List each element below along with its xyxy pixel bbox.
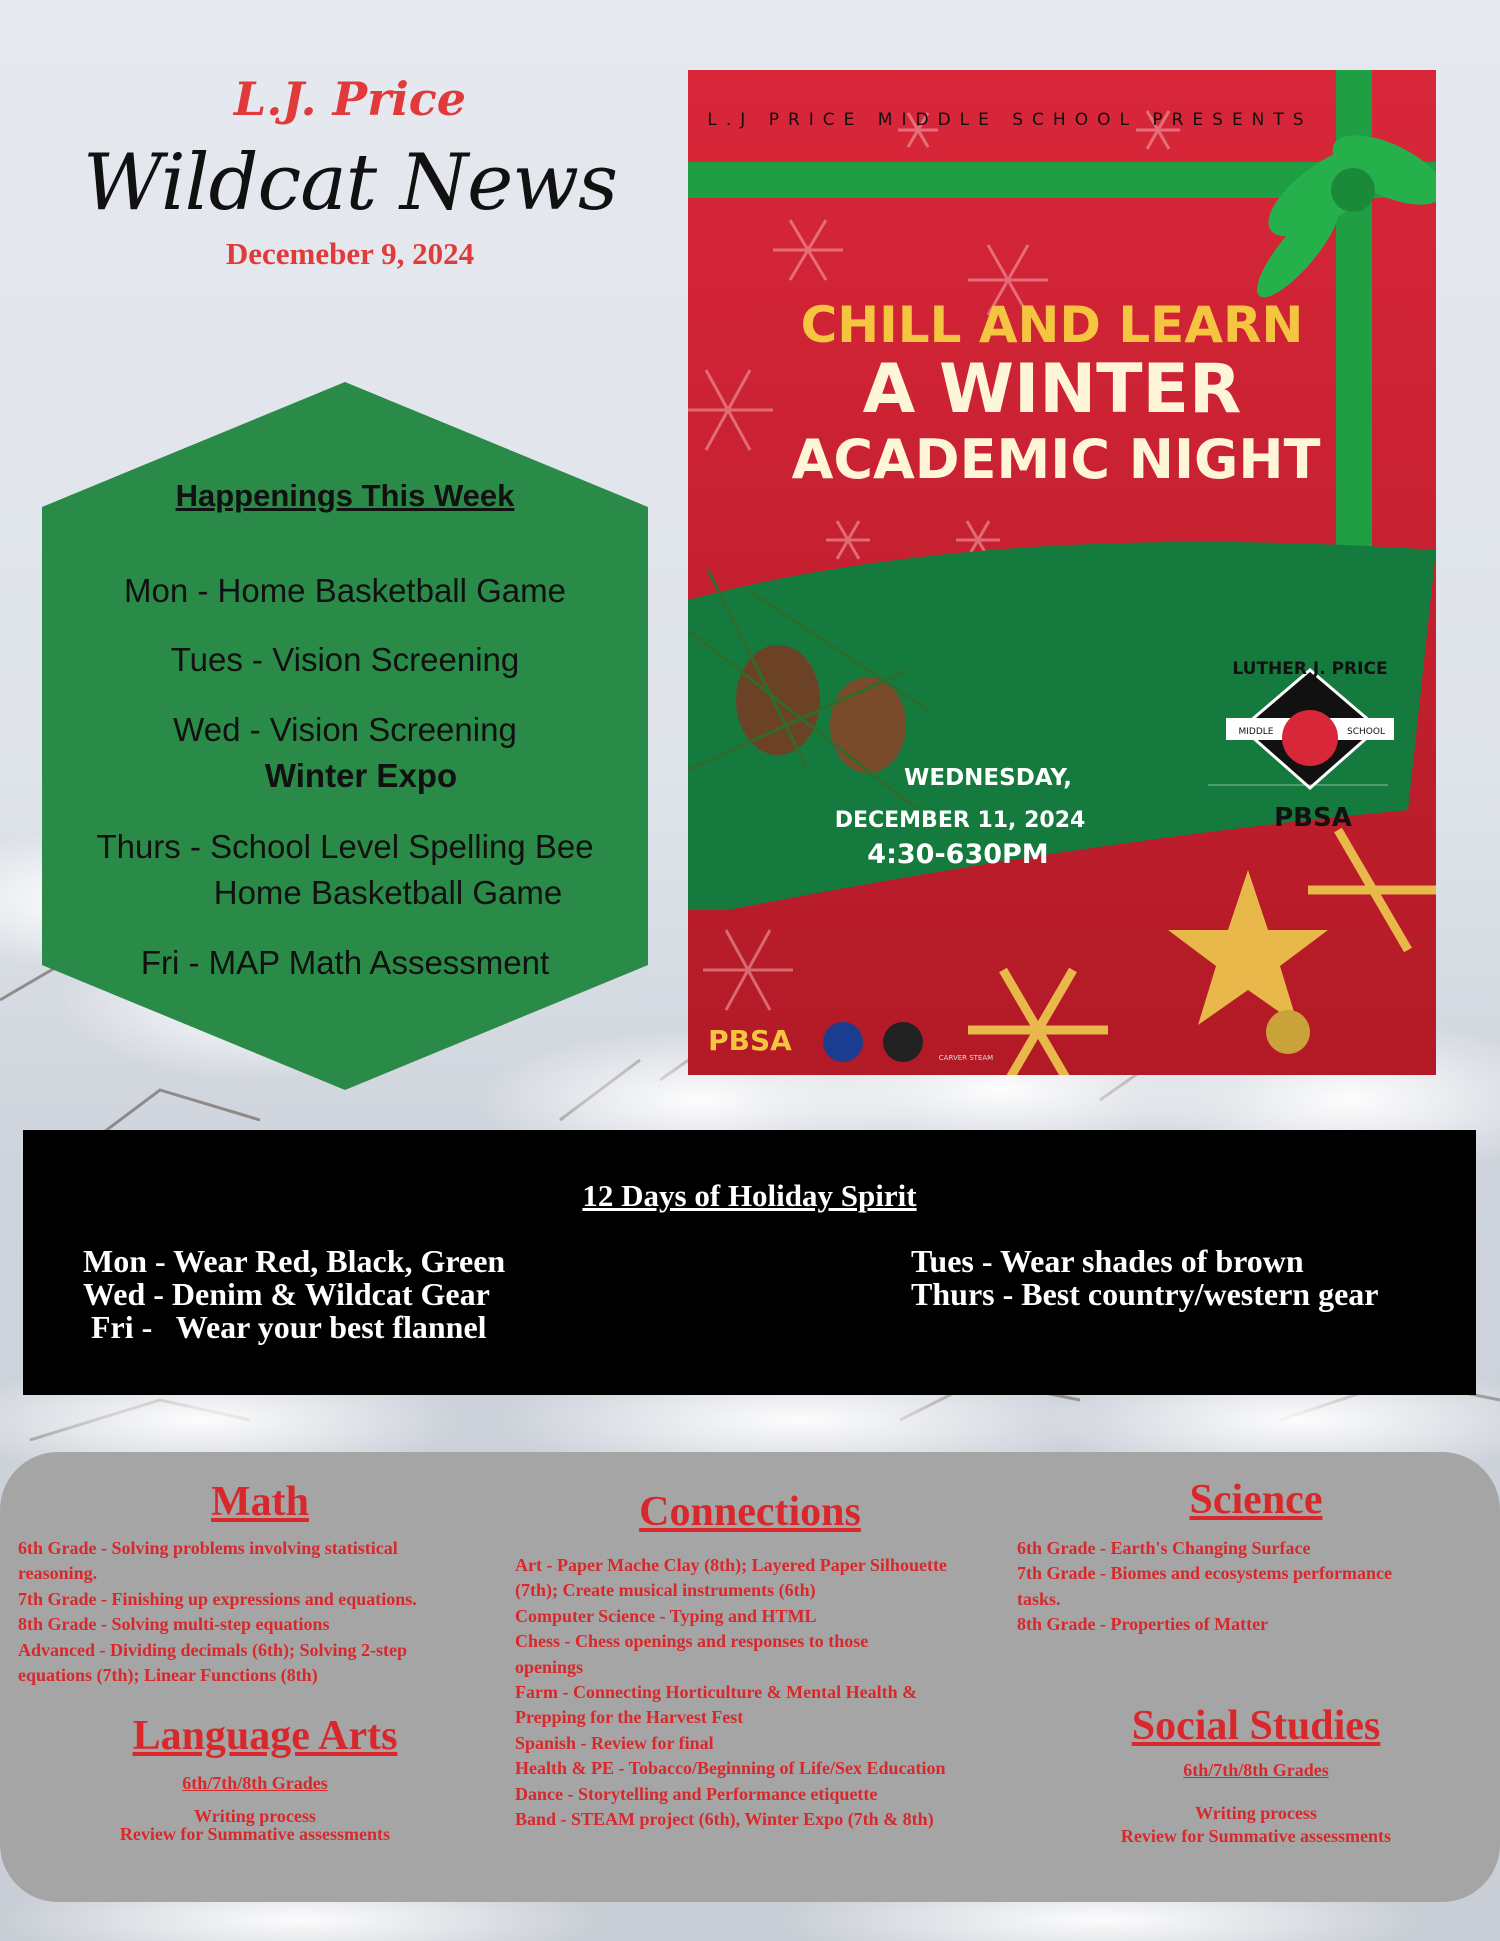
connections-item: Computer Science - Typing and HTML bbox=[515, 1606, 817, 1626]
footer-badge-2 bbox=[883, 1022, 923, 1062]
flyer-footer-logo: PBSA bbox=[708, 1024, 792, 1057]
logo-left-text: MIDDLE bbox=[1238, 727, 1274, 737]
flyer-headline-3: ACADEMIC NIGHT bbox=[791, 428, 1321, 491]
math-item: Advanced - Dividing decimals (6th); Solving 2-step bbox=[18, 1640, 408, 1660]
spirit-fri: Fri - Wear your best flannel bbox=[83, 1309, 487, 1345]
spirit-tues: Tues - Wear shades of brown bbox=[911, 1243, 1304, 1279]
connections-title: Connections bbox=[639, 1489, 861, 1535]
spirit-wed: Wed - Denim & Wildcat Gear bbox=[83, 1276, 490, 1312]
happenings-box bbox=[42, 382, 648, 1090]
flyer-date: DECEMBER 11, 2024 bbox=[834, 808, 1086, 833]
flyer-presents: L.J PRICE MIDDLE SCHOOL PRESENTS bbox=[707, 110, 1313, 130]
language-arts-grades: 6th/7th/8th Grades bbox=[182, 1773, 328, 1793]
spirit-title: 12 Days of Holiday Spirit bbox=[582, 1178, 917, 1213]
happening-mon: Mon - Home Basketball Game bbox=[123, 572, 566, 609]
connections-item: Spanish - Review for final bbox=[515, 1733, 714, 1753]
social-studies-title: Social Studies bbox=[1131, 1703, 1381, 1749]
language-arts-title: Language Arts bbox=[132, 1713, 398, 1759]
happening-wed: Wed - Vision Screening bbox=[173, 711, 517, 748]
language-arts-line: Review for Summative assessments bbox=[119, 1824, 391, 1844]
connections-item: Band - STEAM project (6th), Winter Expo (7th & 8th) bbox=[515, 1809, 934, 1829]
math-item: 6th Grade - Solving problems involving statistical bbox=[18, 1538, 398, 1558]
subjects-panel bbox=[0, 1452, 1500, 1902]
connections-item: (7th); Create musical instruments (6th) bbox=[515, 1580, 816, 1600]
science-item: tasks. bbox=[1017, 1589, 1061, 1609]
happening-thurs: Thurs - School Level Spelling Bee bbox=[96, 828, 594, 865]
social-studies-grades: 6th/7th/8th Grades bbox=[1183, 1760, 1329, 1780]
newsletter-date: Decemeber 9, 2024 bbox=[225, 236, 475, 271]
social-studies-line: Review for Summative assessments bbox=[1120, 1826, 1392, 1846]
math-item: reasoning. bbox=[18, 1563, 98, 1583]
newsletter-brand: L.J. Price bbox=[233, 72, 467, 126]
happenings-heading: Happenings This Week bbox=[175, 478, 515, 513]
winter-academic-night-flyer bbox=[688, 70, 1436, 1075]
social-studies-line: Writing process bbox=[1195, 1803, 1317, 1823]
connections-item: Art - Paper Mache Clay (8th); Layered Paper Silhouette bbox=[515, 1555, 947, 1575]
spirit-thurs: Thurs - Best country/western gear bbox=[911, 1276, 1379, 1312]
flyer-footer-small: CARVER STEAM bbox=[938, 1054, 994, 1062]
science-title: Science bbox=[1189, 1477, 1323, 1523]
flyer-headline-1: CHILL AND LEARN bbox=[800, 296, 1304, 354]
connections-item: Farm - Connecting Horticulture & Mental Health & bbox=[515, 1682, 918, 1702]
math-item: 7th Grade - Finishing up expressions and equations. bbox=[18, 1589, 417, 1609]
flyer-day: WEDNESDAY, bbox=[904, 765, 1072, 791]
footer-badge-1 bbox=[823, 1022, 863, 1062]
flyer-time: 4:30-630PM bbox=[867, 839, 1049, 870]
logo-top-text: LUTHER J. PRICE bbox=[1232, 659, 1388, 679]
spirit-mon: Mon - Wear Red, Black, Green bbox=[83, 1243, 506, 1279]
gold-ornament bbox=[1266, 1010, 1310, 1054]
language-arts-line: Writing process bbox=[194, 1806, 316, 1826]
math-title: Math bbox=[211, 1479, 309, 1525]
happening-tues: Tues - Vision Screening bbox=[170, 641, 520, 678]
math-item: 8th Grade - Solving multi-step equations bbox=[18, 1614, 330, 1634]
connections-item: Chess - Chess openings and responses to those bbox=[515, 1631, 869, 1651]
science-item: 6th Grade - Earth's Changing Surface bbox=[1017, 1538, 1311, 1558]
science-item: 8th Grade - Properties of Matter bbox=[1017, 1614, 1269, 1634]
science-item: 7th Grade - Biomes and ecosystems performance bbox=[1017, 1563, 1392, 1583]
connections-item: openings bbox=[515, 1657, 584, 1677]
flyer-headline-2: A WINTER bbox=[862, 350, 1242, 429]
connections-item: Dance - Storytelling and Performance etiquette bbox=[515, 1784, 878, 1804]
math-item: equations (7th); Linear Functions (8th) bbox=[18, 1665, 318, 1685]
newsletter-title: Wildcat News bbox=[82, 138, 618, 228]
holiday-spirit-banner bbox=[23, 1130, 1476, 1395]
flyer-org: PBSA bbox=[1274, 803, 1352, 833]
happening-thurs-game: Home Basketball Game bbox=[213, 874, 563, 911]
connections-item: Health & PE - Tobacco/Beginning of Life/Sex Education bbox=[515, 1758, 946, 1778]
happening-wed-expo: Winter Expo bbox=[264, 757, 458, 794]
happening-fri: Fri - MAP Math Assessment bbox=[140, 944, 550, 981]
connections-item: Prepping for the Harvest Fest bbox=[515, 1707, 744, 1727]
logo-right-text: SCHOOL bbox=[1347, 727, 1385, 737]
